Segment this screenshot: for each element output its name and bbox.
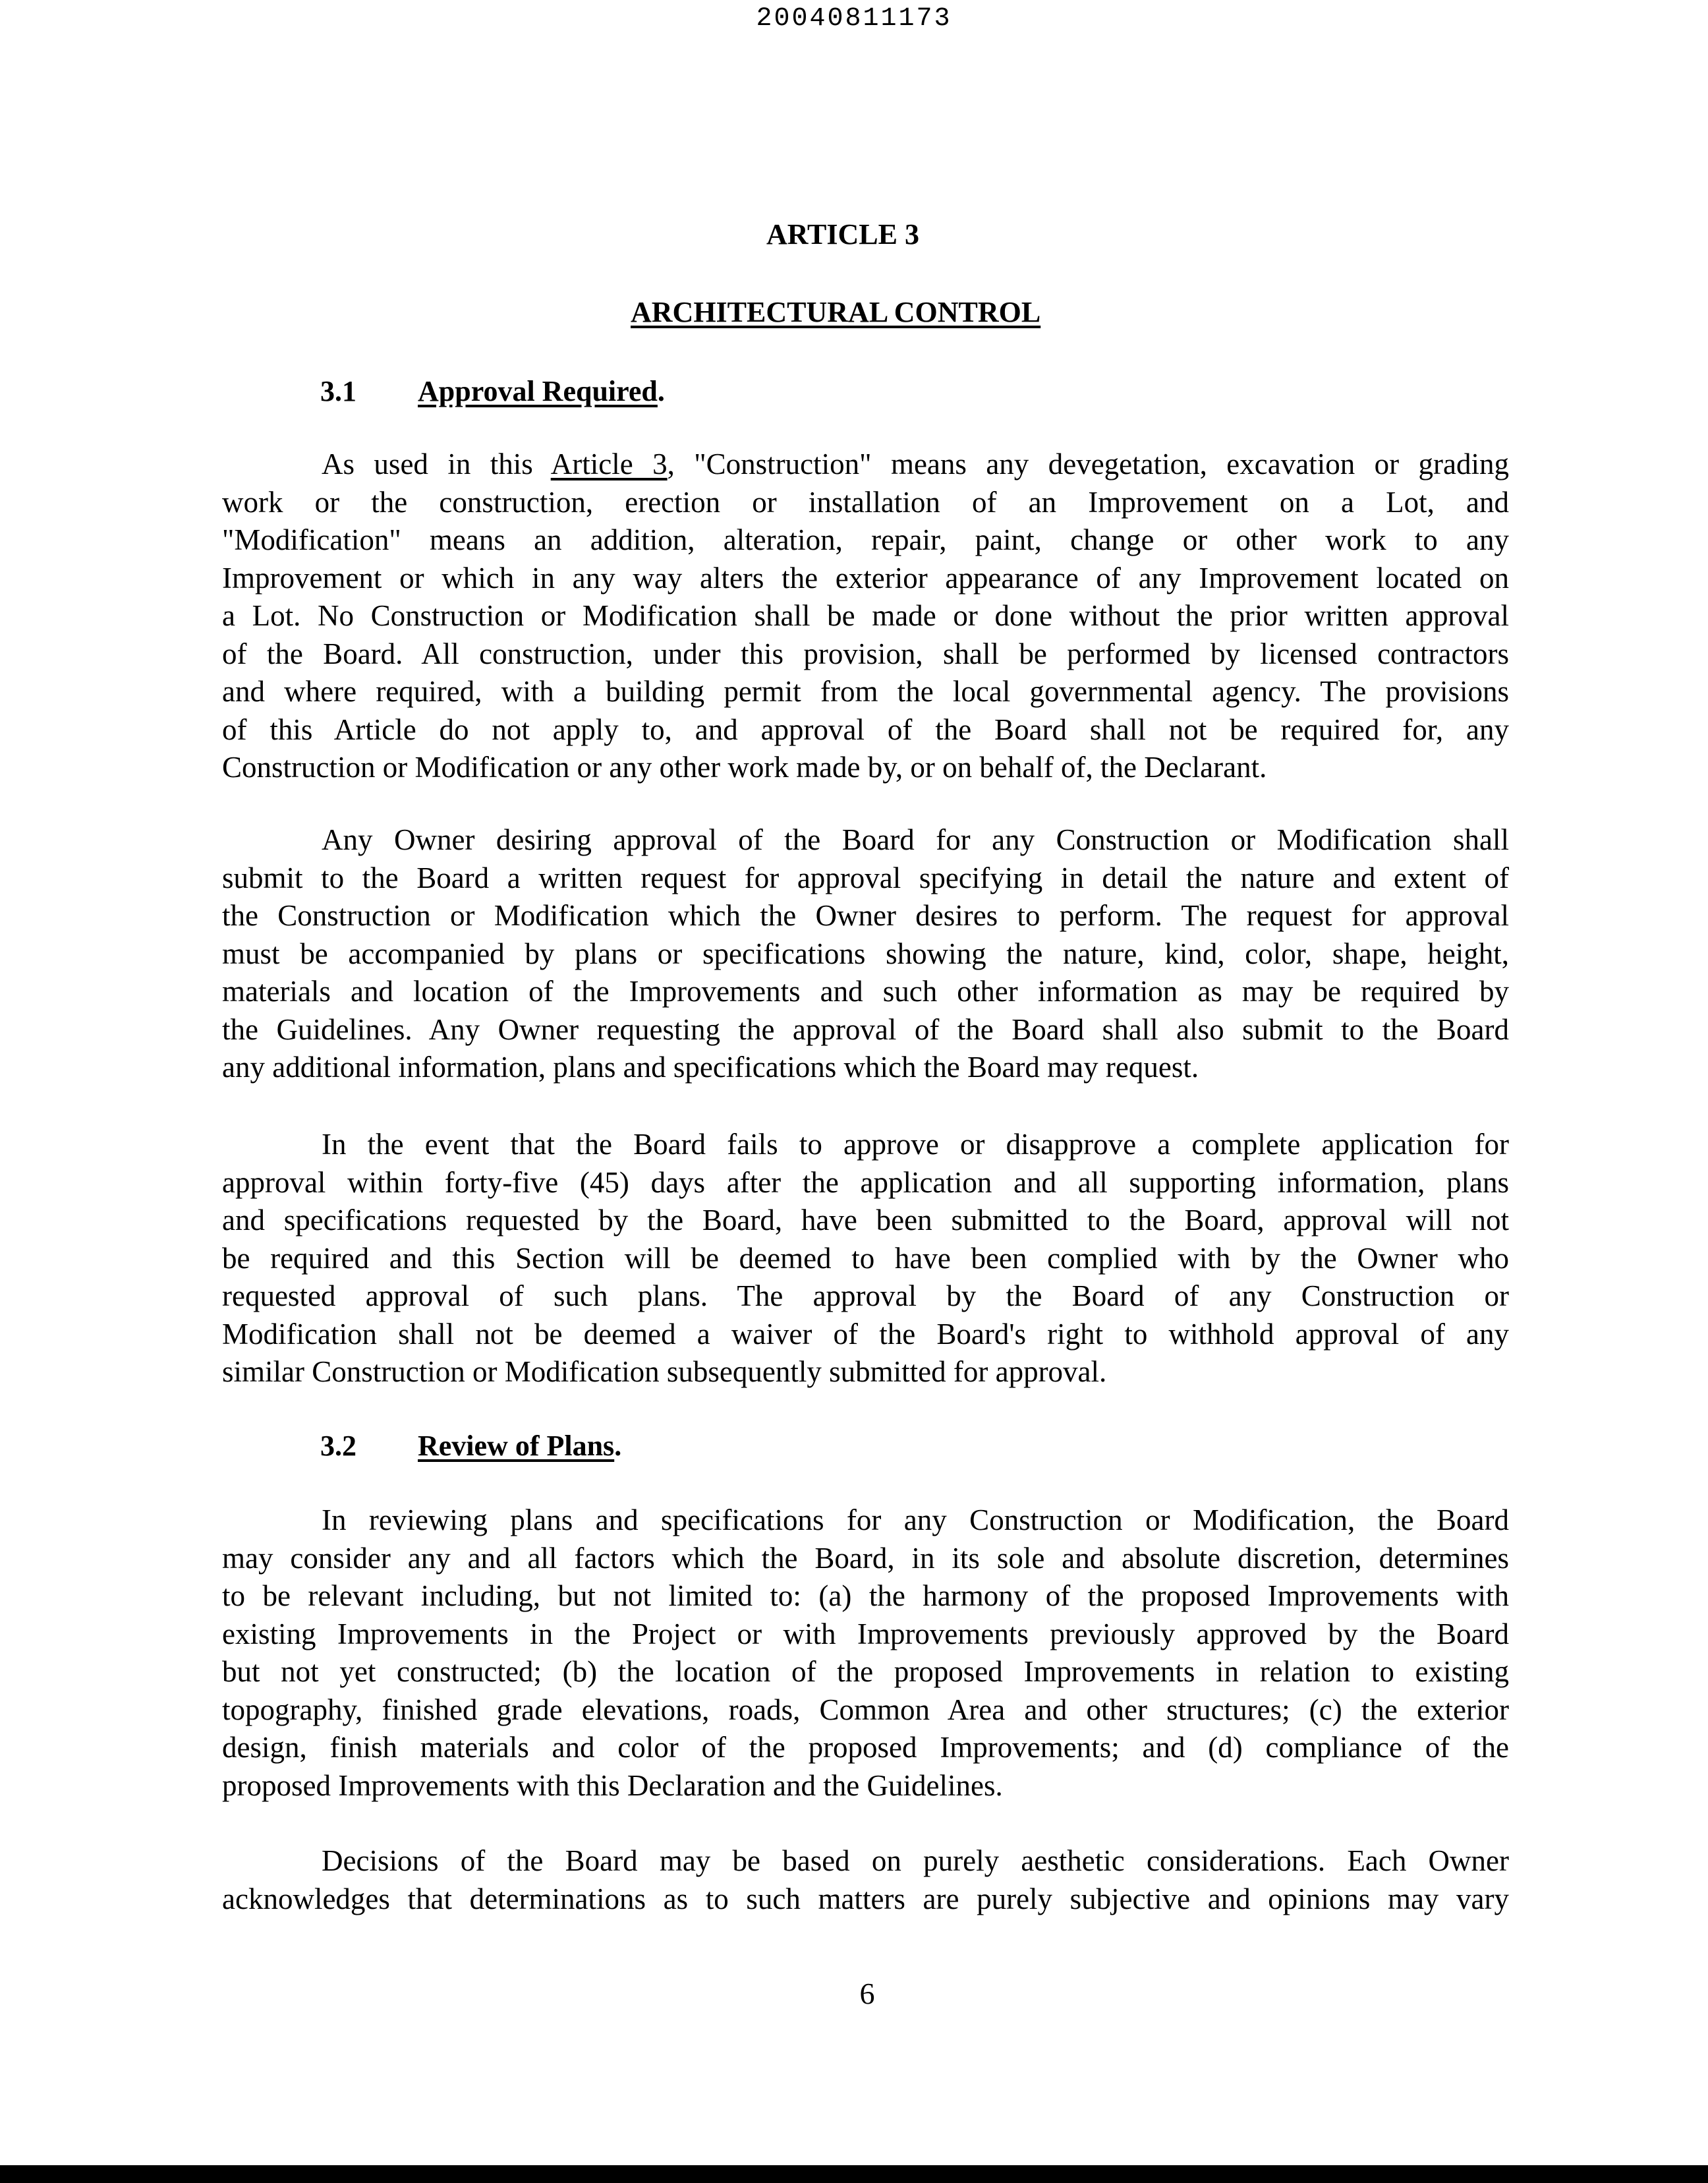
- text-line: may consider any and all factors which the Board, in its sole and absolute discretion, determines: [222, 1541, 1509, 1575]
- text-line: submit to the Board a written request for approval specifying in detail the nature and extent of: [222, 861, 1509, 894]
- text-line: work or the construction, erection or installation of an Improvement on a Lot, and: [222, 485, 1509, 519]
- text-line: of this Article do not apply to, and approval of the Board shall not be required for, any: [222, 713, 1509, 746]
- text-line: but not yet constructed; (b) the location of the proposed Improvements in relation to existing: [222, 1655, 1509, 1688]
- text-line: topography, finished grade elevations, roads, Common Area and other structures; (c) the exterior: [222, 1693, 1509, 1726]
- text-line: Improvement or which in any way alters the exterior appearance of any Improvement located on: [222, 561, 1509, 595]
- section-number: 3.1: [320, 375, 356, 407]
- text-line: Decisions of the Board may be based on purely aesthetic considerations. Each Owner: [322, 1844, 1509, 1877]
- section-title-period: .: [614, 1430, 622, 1462]
- text-line: In the event that the Board fails to approve or disapprove a complete application for: [322, 1128, 1509, 1161]
- text-line: of the Board. All construction, under this provision, shall be performed by licensed contractors: [222, 637, 1509, 670]
- text-line: and specifications requested by the Board, have been submitted to the Board, approval will not: [222, 1204, 1509, 1237]
- text-line: similar Construction or Modification subsequently submitted for approval.: [222, 1355, 1107, 1388]
- scan-border: [0, 2165, 1708, 2183]
- text-line: Any Owner desiring approval of the Board for any Construction or Modification shall: [322, 823, 1509, 856]
- page-number: 6: [859, 1977, 875, 2010]
- text-line: requested approval of such plans. The approval by the Board of any Construction or: [222, 1279, 1509, 1312]
- text-line: acknowledges that determinations as to such matters are purely subjective and opinions may vary: [222, 1882, 1509, 1915]
- text-line: Modification shall not be deemed a waiver of the Board's right to withhold approval of any: [222, 1317, 1509, 1351]
- text-line: any additional information, plans and specifications which the Board may request.: [222, 1051, 1199, 1084]
- paragraph: [222, 821, 1509, 1087]
- text-line: As used in this Article 3, "Construction" means any devegetation, excavation or grading: [322, 448, 1509, 480]
- text-line: In reviewing plans and specifications for any Construction or Modification, the Board: [322, 1503, 1509, 1536]
- document-id: 20040811173: [756, 4, 952, 34]
- article-number: ARTICLE 3: [766, 218, 919, 250]
- text-line: a Lot. No Construction or Modification shall be made or done without the prior written approval: [222, 599, 1509, 632]
- text-line: and where required, with a building permit from the local governmental agency. The provisions: [222, 675, 1509, 708]
- text-line: Construction or Modification or any other work made by, or on behalf of, the Declarant.: [222, 751, 1267, 784]
- paragraph: [222, 446, 1509, 787]
- paragraph: [222, 1842, 1509, 1918]
- paragraph: [222, 1126, 1509, 1391]
- text-line: the Guidelines. Any Owner requesting the approval of the Board shall also submit to the Board: [222, 1012, 1509, 1046]
- text-line: existing Improvements in the Project or with Improvements previously approved by the Board: [222, 1617, 1509, 1650]
- paragraph: [222, 1501, 1509, 1805]
- section-title: Review of Plans: [418, 1430, 615, 1462]
- text-line: proposed Improvements with this Declaration and the Guidelines.: [222, 1768, 1003, 1802]
- text-line: approval within forty-five (45) days after the application and all supporting information, plans: [222, 1165, 1509, 1199]
- text-line: design, finish materials and color of the proposed Improvements; and (d) compliance of the: [222, 1731, 1509, 1764]
- section-number: 3.2: [320, 1430, 356, 1462]
- text-line: "Modification" means an addition, alteration, repair, paint, change or other work to any: [222, 523, 1509, 556]
- section-heading-3-2: [320, 1429, 621, 1463]
- text-line: the Construction or Modification which the Owner desires to perform. The request for approval: [222, 899, 1509, 932]
- section-title: Approval Required: [418, 375, 658, 407]
- section-heading-3-1: [320, 374, 665, 408]
- section-title-period: .: [657, 375, 665, 407]
- text-line: materials and location of the Improvements and such other information as may be required by: [222, 975, 1509, 1008]
- text-line: must be accompanied by plans or specifications showing the nature, kind, color, shape, height,: [222, 937, 1509, 970]
- cross-reference-link: Article 3: [550, 448, 668, 480]
- text-line: to be relevant including, but not limited to: (a) the harmony of the proposed Improvements with: [222, 1579, 1509, 1612]
- text-line: be required and this Section will be deemed to have been complied with by the Owner who: [222, 1241, 1509, 1275]
- article-title: ARCHITECTURAL CONTROL: [631, 296, 1041, 328]
